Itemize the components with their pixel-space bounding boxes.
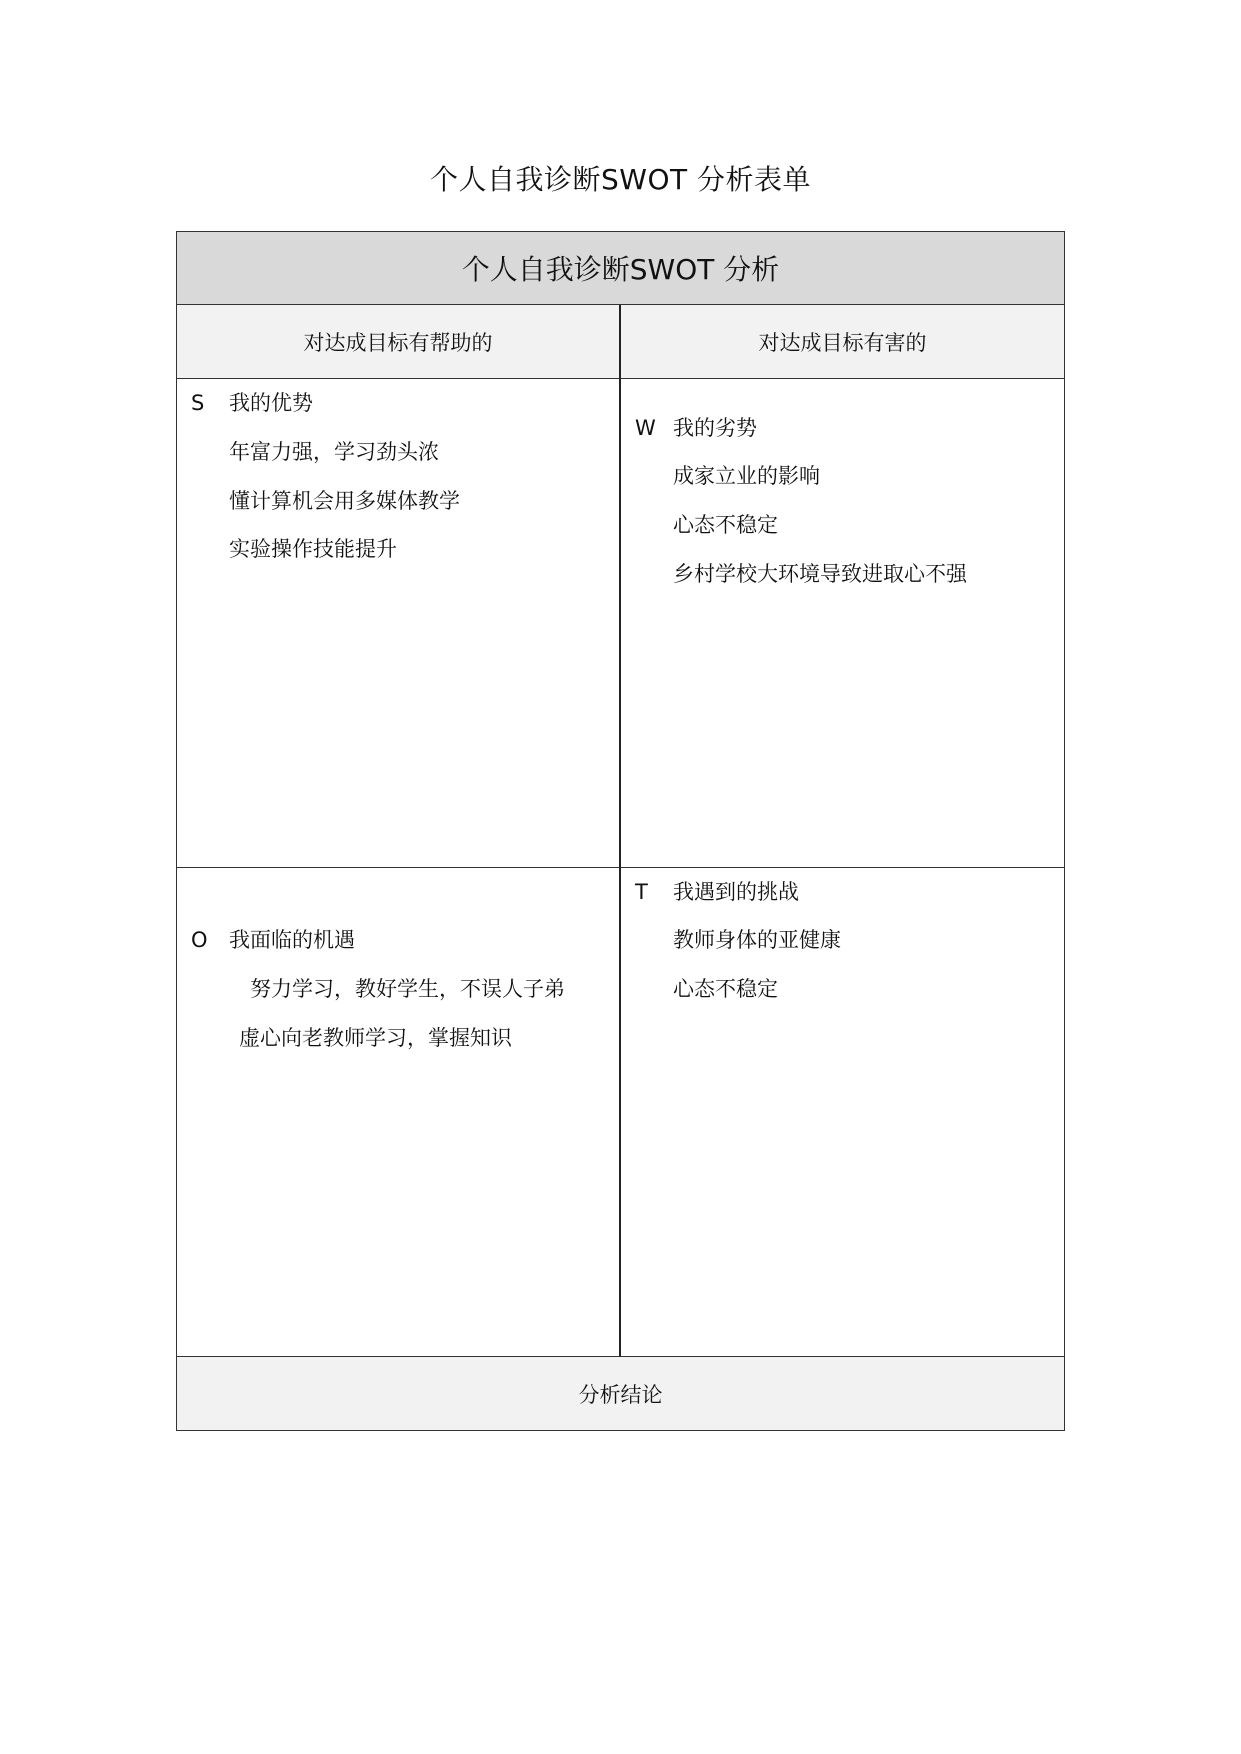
swot-table [176,231,1065,1431]
harmful-column-header: 对达成目标有害的 [621,305,1064,379]
threats-item: 心态不稳定 [673,977,778,1001]
opportunities-item: 虚心向老教师学习，掌握知识 [239,1026,512,1050]
threats-heading: 我遇到的挑战 [673,880,799,904]
helpful-column-header: 对达成目标有帮助的 [177,305,621,379]
weaknesses-cell [621,379,1064,868]
opportunities-letter: O [191,928,208,952]
threats-cell [621,868,1064,1357]
threats-letter: T [635,880,648,904]
weaknesses-letter: W [635,416,656,440]
threats-item: 教师身体的亚健康 [673,928,841,952]
strengths-letter: S [191,391,205,415]
strengths-item: 年富力强，学习劲头浓 [229,440,439,464]
weaknesses-item: 乡村学校大环境导致进取心不强 [673,562,967,586]
weaknesses-item: 心态不稳定 [673,513,778,537]
strengths-item: 懂计算机会用多媒体教学 [229,489,460,513]
weaknesses-heading: 我的劣势 [673,416,757,440]
strengths-item: 实验操作技能提升 [229,537,397,561]
opportunities-heading: 我面临的机遇 [229,928,355,952]
opportunities-item: 努力学习，教好学生，不误人子弟 [250,977,565,1001]
strengths-heading: 我的优势 [229,391,313,415]
conclusion-row: 分析结论 [177,1357,1064,1430]
document-title: 个人自我诊断SWOT 分析表单 [429,163,811,196]
strengths-cell [177,379,621,868]
weaknesses-item: 成家立业的影响 [673,464,820,488]
opportunities-cell [177,868,621,1357]
table-header: 个人自我诊断SWOT 分析 [177,232,1064,305]
